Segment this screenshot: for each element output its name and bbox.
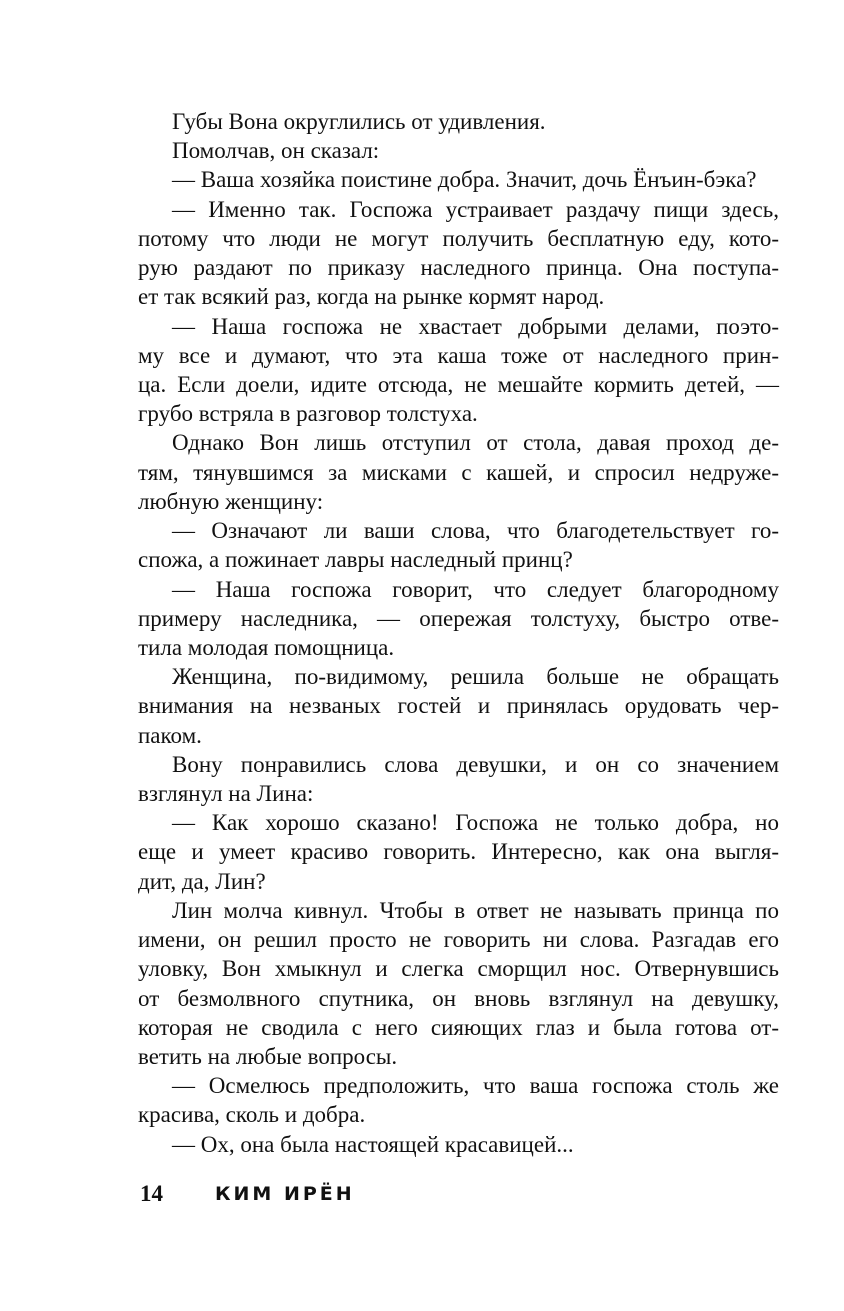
- text-line: взглянул на Лина:: [138, 781, 314, 807]
- text-line: красива, сколь и добра.: [138, 1102, 366, 1128]
- paragraph: [138, 750, 779, 808]
- text-line: Губы Вона округлились от удивления.: [172, 109, 546, 134]
- text-line: еще и умеет красиво говорить. Интересно, как она выгля-: [138, 839, 779, 865]
- paragraph: [138, 195, 779, 312]
- text-line: ет так всякий раз, когда на рынке кормят народ.: [138, 284, 605, 310]
- paragraph: [138, 165, 779, 194]
- paragraph: [138, 1130, 779, 1159]
- text-line: — Осмелюсь предположить, что ваша госпожа столь же: [172, 1073, 779, 1099]
- text-line: тям, тянувшимся за мисками с кашей, и спросил недруже-: [138, 459, 779, 485]
- text-line: ветить на любые вопросы.: [138, 1044, 398, 1069]
- text-line: Женщина, по-видимому, решила больше не обращать: [172, 664, 779, 690]
- paragraph: [138, 808, 779, 896]
- running-footer-author: КИМ ИРЁН: [215, 1183, 355, 1205]
- text-line: — Означают ли ваши слова, что благодетельствует го-: [172, 518, 779, 544]
- text-line: — Как хорошо сказано! Госпожа не только добра, но: [172, 810, 779, 836]
- paragraph: [138, 516, 779, 574]
- text-line: рую раздают по приказу наследного принца. Она поступа-: [138, 255, 779, 281]
- page-body-text: [138, 107, 779, 1159]
- paragraph: [138, 896, 779, 1071]
- text-line: от безмолвного спутника, он вновь взглянул на девушку,: [138, 985, 779, 1011]
- text-line: ца. Если доели, идите отсюда, не мешайте кормить детей, —: [138, 371, 779, 397]
- text-line: грубо встряла в разговор толстуха.: [138, 401, 478, 427]
- text-line: Помолчав, он сказал:: [172, 138, 380, 164]
- paragraph: [138, 107, 779, 136]
- paragraph: [138, 136, 779, 165]
- text-line: спожа, а пожинает лавры наследный принц?: [138, 547, 573, 573]
- text-line: дит, да, Лин?: [138, 868, 266, 894]
- text-line: тила молодая помощница.: [138, 634, 395, 660]
- text-line: — Ох, она была настоящей красавицей...: [172, 1131, 574, 1157]
- text-line: — Именно так. Госпожа устраивает раздачу пищи здесь,: [172, 196, 779, 222]
- text-line: потому что люди не могут получить бесплатную еду, кото-: [138, 225, 779, 251]
- text-line: любную женщину:: [138, 488, 324, 514]
- text-line: Вону понравились слова девушки, и он со значением: [172, 751, 779, 777]
- text-line: Однако Вон лишь отступил от стола, давая проход де-: [172, 430, 779, 456]
- paragraph: [138, 428, 779, 516]
- text-line: Лин молча кивнул. Чтобы в ответ не называть принца по: [172, 897, 779, 923]
- page-number: 14: [140, 1181, 163, 1206]
- paragraph: [138, 1071, 779, 1129]
- text-line: — Наша госпожа не хвастает добрыми делами, поэто-: [172, 313, 779, 339]
- text-line: паком.: [138, 722, 202, 748]
- paragraph: [138, 312, 779, 429]
- text-line: внимания на незваных гостей и принялась орудовать чер-: [138, 693, 779, 719]
- text-line: му все и думают, что эта каша тоже от наследного прин-: [138, 342, 779, 368]
- text-line: — Ваша хозяйка поистине добра. Значит, дочь Ёнъин-бэка?: [172, 167, 757, 193]
- text-line: — Наша госпожа говорит, что следует благородному: [172, 576, 779, 602]
- text-line: примеру наследника, — опережая толстуху, быстро отве-: [138, 605, 779, 631]
- text-line: имени, он решил просто не говорить ни слова. Разгадав его: [138, 927, 779, 953]
- paragraph: [138, 575, 779, 663]
- paragraph: [138, 662, 779, 750]
- text-line: уловку, Вон хмыкнул и слегка сморщил нос. Отвернувшись: [138, 956, 779, 982]
- text-line: которая не сводила с него сияющих глаз и была готова от-: [138, 1014, 779, 1040]
